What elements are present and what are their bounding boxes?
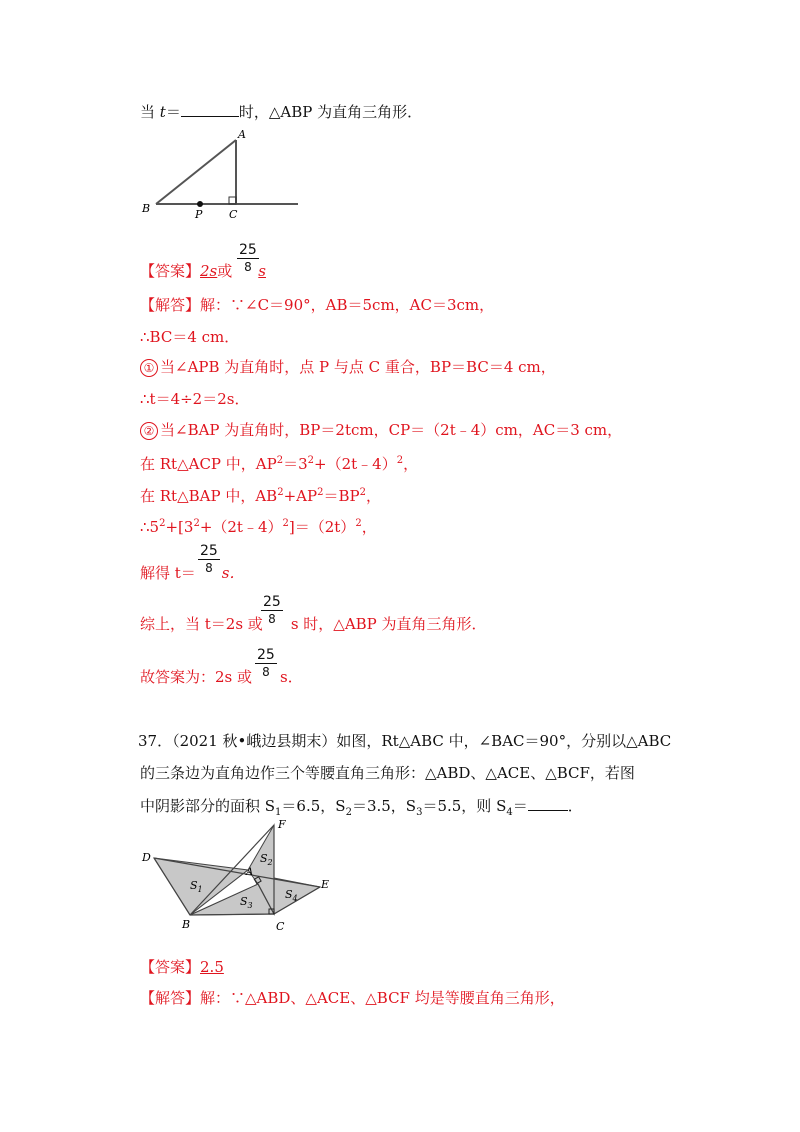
solution-line-3: ① 当∠APB 为直角时，点 P 与点 C 重合，BP＝BC＝4 cm， (140, 357, 556, 377)
q37-answer: 【答案】2.5 (140, 958, 224, 976)
label-B: B (182, 918, 191, 931)
label-C: C (229, 208, 238, 220)
answer-blank (528, 794, 568, 811)
label-B: B (142, 202, 151, 215)
label-C: C (276, 920, 285, 933)
answer-blank (181, 100, 239, 117)
fraction-25-8: $\frac{25}{8}$ (200, 543, 218, 575)
q36-question-line: 当 t＝ 时，△ABP 为直角三角形． (140, 100, 422, 122)
fraction-25-8: $\frac{25}{8}$ (263, 594, 281, 626)
label-F: F (278, 818, 286, 831)
label-S3: $S_3$ (240, 895, 253, 910)
label-E: E (321, 878, 330, 891)
q36-answer: 【答案】2s或 s (140, 262, 266, 280)
label-P: P (195, 208, 203, 220)
fraction-25-8: $\frac{25}{8}$ (257, 647, 275, 679)
label-A: A (246, 867, 254, 878)
solution-line-4: ∴t＝4÷2＝2s． (140, 390, 250, 408)
q37-figure (140, 818, 340, 933)
solution-line-5: ② 当∠BAP 为直角时，BP＝2tcm，CP＝（2t﹣4）cm，AC＝3 cm， (140, 420, 622, 440)
fraction-25-8: $\frac{25}{8}$ (239, 242, 257, 274)
solution-line-6: 在 Rt△ACP 中，$AP^2=3^2+(2t﹣4)^2$， (140, 455, 419, 473)
q37-solution-line-1: 【解答】解：∵△ABD、△ACE、△BCF 均是等腰直角三角形， (140, 989, 565, 1007)
q37-line-1: 37．（2021 秋•峨边县期末）如图，Rt△ABC 中，∠BAC＝90°，分别以△ABC (138, 732, 672, 750)
solution-line-1: 【解答】解：∵∠C＝90°，AB＝5cm，AC＝3cm， (140, 296, 495, 314)
solution-line-11: 故答案为：2s 或 s． (140, 668, 303, 686)
solution-line-8: $\therefore 5^2+[3^2+(2t﹣4)^2]=(2t)^2$， (140, 518, 377, 536)
solution-line-7: 在 Rt△BAP 中，$AB^2+AP^2=BP^2$， (140, 487, 381, 505)
label-S4: $S_4$ (285, 888, 298, 903)
solution-line-9: 解得 t＝ s． (140, 564, 245, 582)
label-D: D (142, 851, 151, 864)
label-S2: $S_2$ (260, 852, 273, 867)
solution-line-2: ∴BC＝4 cm． (140, 328, 240, 346)
q36-figure (138, 128, 303, 220)
solution-line-10: 综上，当 t＝2s 或 s 时，△ABP 为直角三角形． (140, 615, 487, 633)
q37-line-2: 的三条边为直角边作三个等腰直角三角形：△ABD、△ACE、△BCF，若图 (140, 764, 635, 782)
label-S1: $S_1$ (190, 879, 203, 894)
q37-line-3: 中阴影部分的面积 $S_1=6.5$，$S_2=3.5$，$S_3=5.5$，则 $S_4=$ ． (140, 794, 583, 823)
label-A: A (238, 128, 246, 141)
